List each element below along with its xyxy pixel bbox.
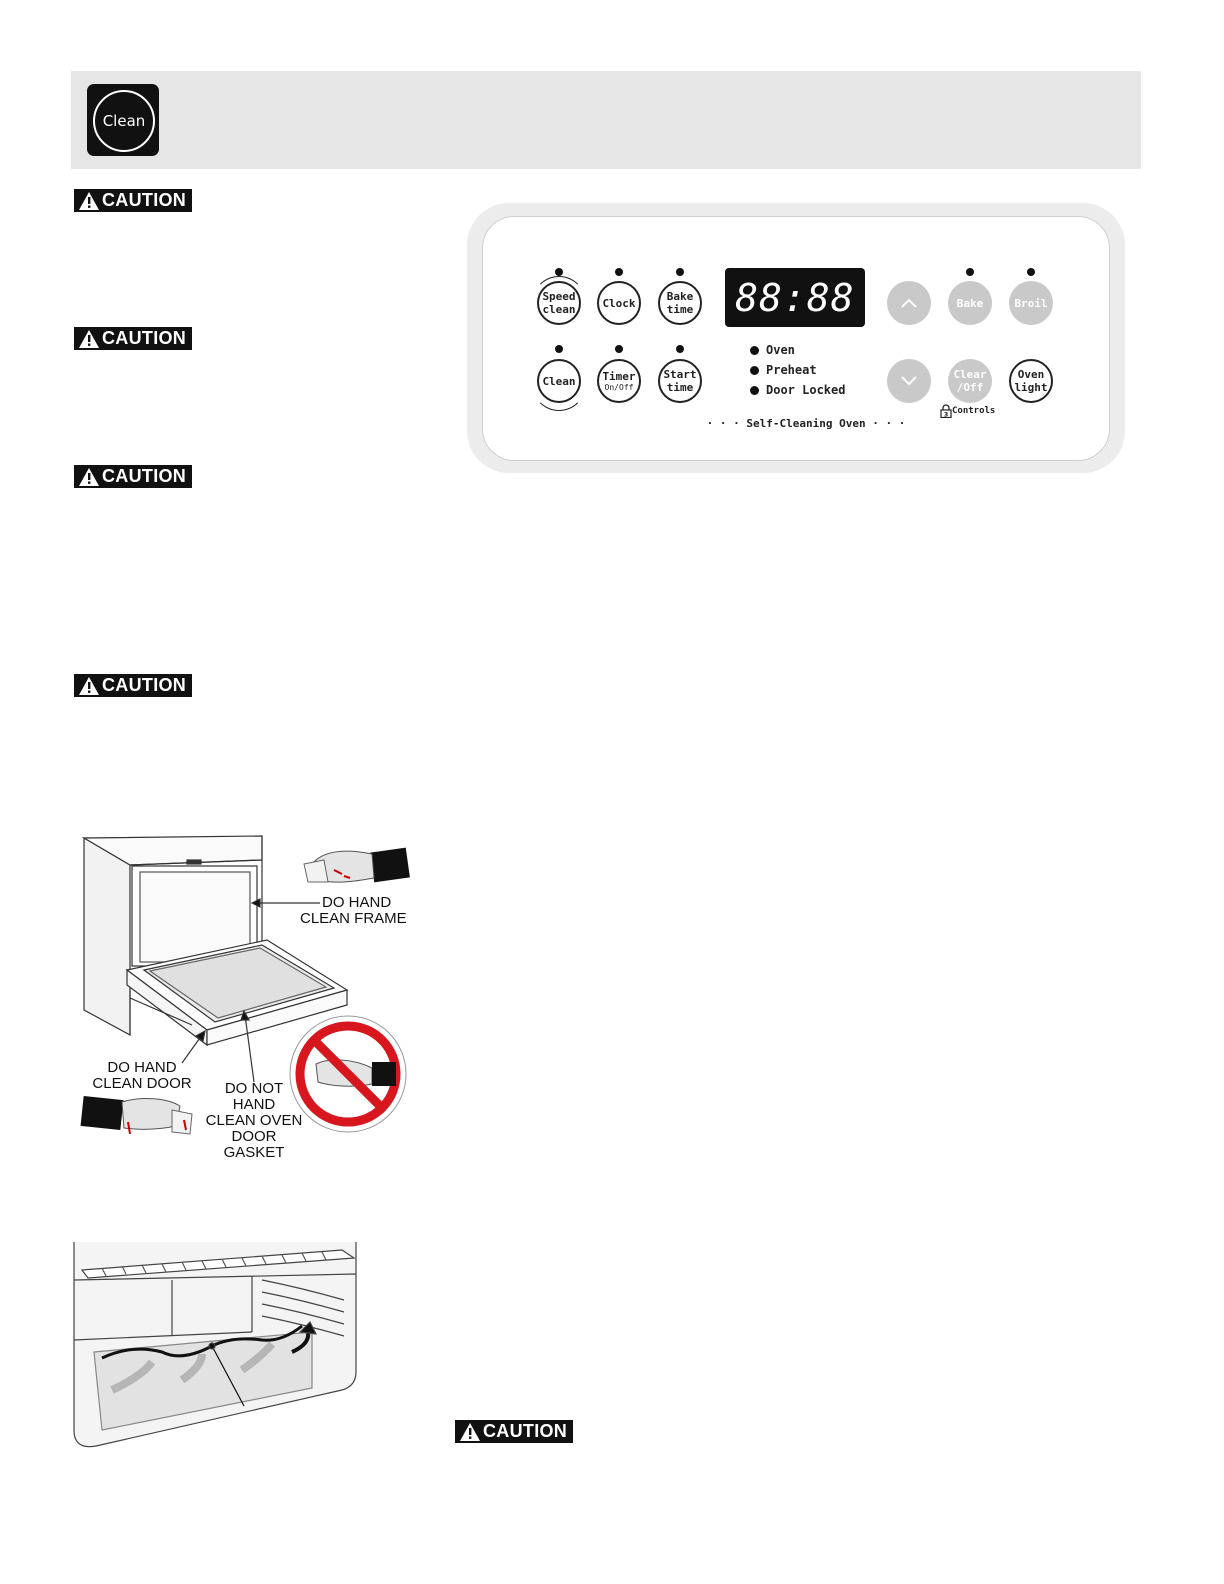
warning-icon	[459, 1422, 481, 1442]
do-not-clean-gasket-label: DO NOT HAND CLEAN OVEN DOOR GASKET	[205, 1080, 303, 1161]
preheat-indicator: Preheat	[750, 363, 817, 377]
oven-indicator: Oven	[750, 343, 795, 357]
bake-led	[966, 268, 974, 276]
clock-button[interactable]: Clock	[597, 281, 641, 325]
svg-text:3: 3	[943, 410, 949, 418]
speed-clean-led	[555, 268, 563, 276]
lock-icon	[940, 404, 952, 418]
clean-led	[555, 345, 563, 353]
warning-icon	[78, 467, 100, 487]
broil-button[interactable]: Broil	[1009, 281, 1053, 325]
bake-time-led	[676, 268, 684, 276]
warning-icon	[78, 329, 100, 349]
chevron-up-icon	[901, 298, 917, 308]
door-locked-indicator: Door Locked	[750, 383, 845, 397]
timer-button[interactable]: Timer On/Off	[597, 359, 641, 403]
clean-button[interactable]: Clean	[537, 359, 581, 403]
bake-element-illustration	[72, 1240, 360, 1452]
warning-icon	[78, 676, 100, 696]
oven-light-button[interactable]: Oven light	[1009, 359, 1053, 403]
clean-badge-label: Clean	[102, 112, 146, 130]
clock-display: 88:88	[725, 268, 865, 327]
caution-label-3: CAUTION	[74, 465, 192, 488]
self-cleaning-oven-label: · · · Self-Cleaning Oven · · ·	[706, 417, 906, 430]
chevron-down-icon	[901, 376, 917, 386]
caution-label-4: CAUTION	[74, 674, 192, 697]
bake-button[interactable]: Bake	[948, 281, 992, 325]
timer-led	[615, 345, 623, 353]
up-arrow-button[interactable]	[887, 281, 931, 325]
broil-led	[1027, 268, 1035, 276]
clean-key-badge	[87, 84, 159, 156]
caution-label-1: CAUTION	[74, 189, 192, 212]
speed-clean-button[interactable]: Speed clean	[537, 281, 581, 325]
do-hand-clean-frame-label: DO HAND CLEAN FRAME	[300, 894, 407, 927]
start-time-button[interactable]: Start time	[658, 359, 702, 403]
lock-controls-label: 3 Controls	[940, 404, 995, 418]
caution-label-5: CAUTION	[455, 1420, 573, 1443]
section-header-banner	[71, 71, 1141, 169]
warning-icon	[78, 191, 100, 211]
down-arrow-button[interactable]	[887, 359, 931, 403]
bake-time-button[interactable]: Bake time	[658, 281, 702, 325]
start-time-led	[676, 345, 684, 353]
clear-off-button[interactable]: Clear /Off	[948, 359, 992, 403]
do-hand-clean-door-label: DO HAND CLEAN DOOR	[92, 1059, 192, 1092]
clock-led	[615, 268, 623, 276]
caution-label-2: CAUTION	[74, 327, 192, 350]
